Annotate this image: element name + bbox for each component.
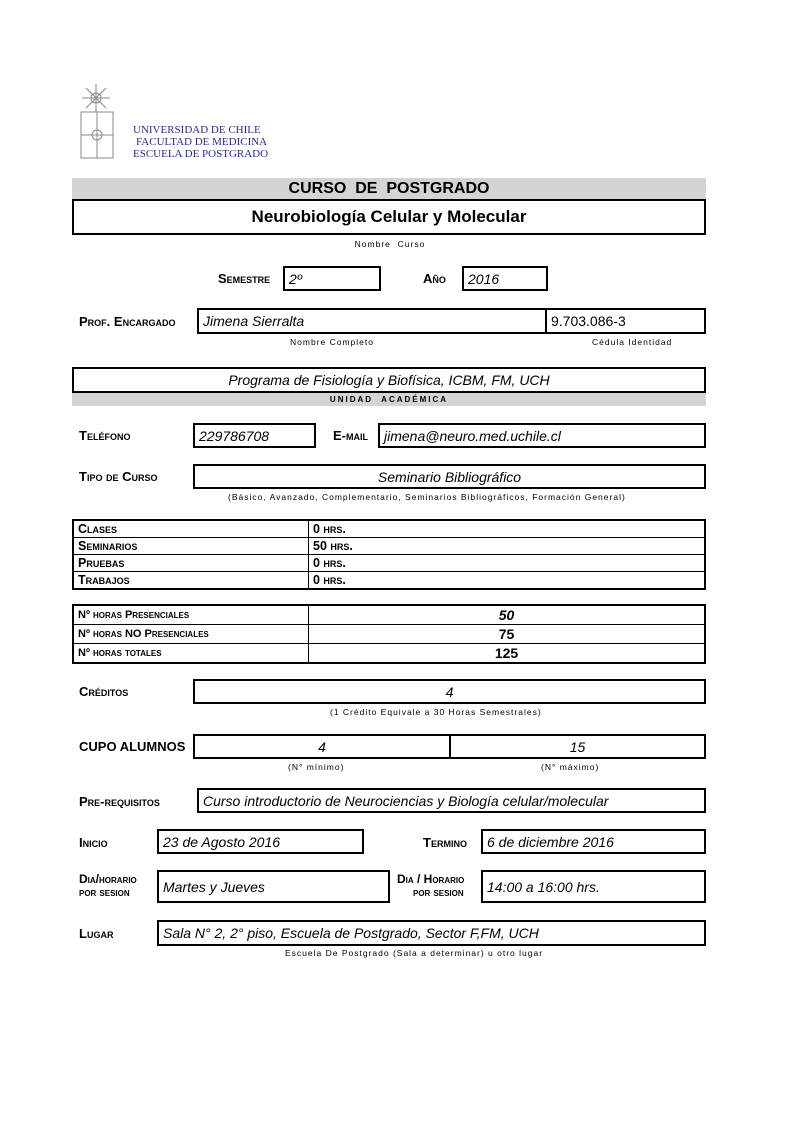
prof-id-field[interactable]: 9.703.086-3 [545,308,706,334]
lugar-caption: Escuela De Postgrado (Sala a determinar) u otro lugar [285,948,544,958]
prof-id-caption: Cédula Identidad [592,337,673,347]
university-crest-logo [78,84,118,162]
course-name-field[interactable]: Neurobiología Celular y Molecular [72,199,706,235]
totals-label: Nº horas NO Presenciales [73,625,309,644]
horario-label-2: por sesion [413,887,464,899]
table-row [73,572,705,590]
cupo-label: CUPO ALUMNOS [79,739,186,754]
hours-label: Trabajos [73,572,309,590]
cupo-max-caption: (N° máximo) [541,762,600,772]
table-row [73,520,705,538]
email-field[interactable]: jimena@neuro.med.uchile.cl [378,423,706,448]
school-name: ESCUELA DE POSTGRADO [133,148,269,160]
table-row [73,538,705,555]
horario-field[interactable]: 14:00 a 16:00 hrs. [481,870,706,903]
dia-label-2: por sesion [79,887,130,899]
table-row [73,605,705,625]
hours-value[interactable]: 0 hrs. [309,555,706,572]
cupo-max-field[interactable]: 15 [449,734,706,759]
university-name: UNIVERSIDAD DE CHILE [133,124,261,136]
cupo-min-caption: (N° mínimo) [288,762,345,772]
dia-field[interactable]: Martes y Jueves [157,870,390,903]
hours-value[interactable]: 0 hrs. [309,520,706,538]
totals-value[interactable]: 125 [309,644,706,664]
lugar-label: Lugar [79,926,114,941]
termino-field[interactable]: 6 de diciembre 2016 [481,829,706,854]
prof-name-field[interactable]: Jimena Sierralta [197,308,547,334]
creditos-field[interactable]: 4 [193,679,706,704]
horario-label: Dia / Horario [397,872,465,886]
hours-label: Seminarios [73,538,309,555]
prof-label: Prof. Encargado [79,314,176,329]
totals-value[interactable]: 50 [309,605,706,625]
cupo-min-field[interactable]: 4 [193,734,451,759]
hours-table [72,519,706,590]
hours-label: Clases [73,520,309,538]
prereq-field[interactable]: Curso introductorio de Neurociencias y Biología celular/molecular [197,788,706,813]
dia-label: Dia/horario [79,872,137,886]
hours-label: Pruebas [73,555,309,572]
email-label: E-mail [333,428,368,443]
form-title: CURSO DE POSTGRADO [72,178,706,199]
prof-name-caption: Nombre Completo [290,337,374,347]
termino-label: Termino [423,835,467,850]
creditos-label: Créditos [79,684,129,699]
semestre-label: Semestre [218,271,271,286]
telefono-field[interactable]: 229786708 [193,423,316,448]
lugar-field[interactable]: Sala N° 2, 2° piso, Escuela de Postgrado, Sector F,FM, UCH [157,920,706,946]
telefono-label: Teléfono [79,428,131,443]
inicio-label: Inicio [79,835,108,850]
hours-value[interactable]: 50 hrs. [309,538,706,555]
totals-label: Nº horas Presenciales [73,605,309,625]
tipo-label: Tipo de Curso [79,469,158,484]
prereq-label: Pre-requisitos [79,794,160,809]
hours-value[interactable]: 0 hrs. [309,572,706,590]
tipo-caption: (Básico, Avanzado, Complementario, Seminarios Bibliográficos, Formación General) [228,492,626,502]
unidad-caption: UNIDAD ACADÉMICA [72,393,706,406]
totals-value[interactable]: 75 [309,625,706,644]
course-name-caption: Nombre Curso [354,239,426,249]
table-row [73,555,705,572]
anio-field[interactable]: 2016 [462,266,548,291]
creditos-caption: (1 Crédito Equivale a 30 Horas Semestrales) [330,707,542,717]
semestre-field[interactable]: 2º [283,266,381,291]
totals-label: Nº horas totales [73,644,309,664]
table-row [73,625,705,644]
anio-label: Año [423,271,446,286]
faculty-name: FACULTAD DE MEDICINA [136,136,268,148]
table-row [73,644,705,664]
totals-table [72,604,706,664]
inicio-field[interactable]: 23 de Agosto 2016 [157,829,364,854]
unidad-field[interactable]: Programa de Fisiología y Biofísica, ICBM, FM, UCH [72,367,706,393]
tipo-field[interactable]: Seminario Bibliográfico [193,464,706,489]
